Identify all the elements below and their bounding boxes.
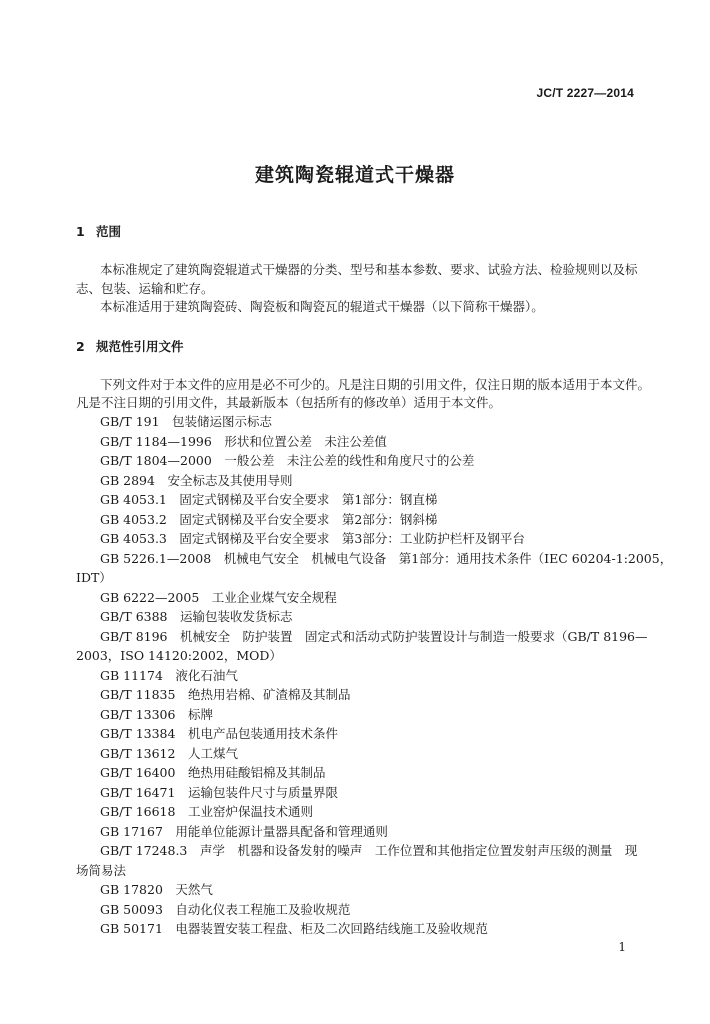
reference-item: GB/T 16471 运输包装件尺寸与质量界限 [100, 785, 338, 800]
reference-item: GB/T 13384 机电产品包装通用技术条件 [100, 726, 338, 741]
section-1-paragraph-1-line-1: 本标准规定了建筑陶瓷辊道式干燥器的分类、型号和基本参数、要求、试验方法、检验规则以及标 [100, 262, 638, 277]
reference-item: GB/T 6388 运输包装收发货标志 [100, 609, 293, 624]
reference-item: GB/T 16400 绝热用硅酸铝棉及其制品 [100, 765, 326, 780]
reference-item: GB 4053.3 固定式钢梯及平台安全要求 第3部分：工业防护栏杆及钢平台 [100, 531, 525, 546]
reference-item-continuation: 场简易法 [76, 863, 127, 878]
section-2-title: 规范性引用文件 [96, 339, 184, 354]
reference-item: GB/T 8196 机械安全 防护装置 固定式和活动式防护装置设计与制造一般要求（GB/T 8196— [100, 629, 648, 644]
reference-item: GB 2894 安全标志及其使用导则 [100, 473, 293, 488]
section-2-heading [76, 337, 184, 355]
reference-item: GB/T 1804—2000 一般公差 未注公差的线性和角度尺寸的公差 [100, 453, 475, 468]
reference-item: GB 17167 用能单位能源计量器具配备和管理通则 [100, 824, 388, 839]
reference-item: GB 11174 液化石油气 [100, 668, 238, 683]
reference-item: GB 50093 自动化仪表工程施工及验收规范 [100, 902, 351, 917]
reference-item-continuation: 2003，ISO 14120:2002，MOD） [76, 648, 282, 663]
section-1-number: 1 [76, 224, 85, 239]
reference-item-continuation: IDT） [76, 570, 112, 585]
reference-item: GB 4053.2 固定式钢梯及平台安全要求 第2部分：钢斜梯 [100, 512, 438, 527]
reference-item: GB/T 17248.3 声学 机器和设备发射的噪声 工作位置和其他指定位置发射声压级的测量 现 [100, 843, 638, 858]
reference-item: GB 17820 天然气 [100, 882, 213, 897]
section-1-title: 范围 [96, 224, 122, 239]
section-2-intro-line-2: 凡是不注日期的引用文件，其最新版本（包括所有的修改单）适用于本文件。 [76, 395, 502, 410]
section-1-heading [76, 222, 121, 240]
document-title: 建筑陶瓷辊道式干燥器 [254, 164, 455, 186]
section-2-number: 2 [76, 339, 85, 354]
reference-item: GB 4053.1 固定式钢梯及平台安全要求 第1部分：钢直梯 [100, 492, 438, 507]
reference-item: GB 6222—2005 工业企业煤气安全规程 [100, 590, 337, 605]
reference-item: GB/T 1184—1996 形状和位置公差 未注公差值 [100, 434, 387, 449]
reference-item: GB 5226.1—2008 机械电气安全 机械电气设备 第1部分：通用技术条件（IEC 60204-1:2005， [100, 551, 673, 566]
section-2-intro-line-1: 下列文件对于本文件的应用是必不可少的。凡是注日期的引用文件，仅注日期的版本适用于本文件。 [100, 377, 651, 392]
section-1-paragraph-1-line-2: 志、包装、运输和贮存。 [76, 281, 214, 296]
reference-item: GB/T 13612 人工煤气 [100, 746, 238, 761]
reference-item: GB/T 16618 工业窑炉保温技术通则 [100, 804, 313, 819]
reference-item: GB/T 13306 标牌 [100, 707, 213, 722]
reference-item: GB 50171 电器装置安装工程盘、柜及二次回路结线施工及验收规范 [100, 921, 488, 936]
section-1-paragraph-2: 本标准适用于建筑陶瓷砖、陶瓷板和陶瓷瓦的辊道式干燥器（以下简称干燥器）。 [100, 299, 544, 314]
reference-item: GB/T 11835 绝热用岩棉、矿渣棉及其制品 [100, 687, 351, 702]
standard-code: JC/T 2227—2014 [536, 86, 634, 100]
reference-item: GB/T 191 包装储运图示标志 [100, 414, 273, 429]
page-number: 1 [618, 940, 626, 954]
